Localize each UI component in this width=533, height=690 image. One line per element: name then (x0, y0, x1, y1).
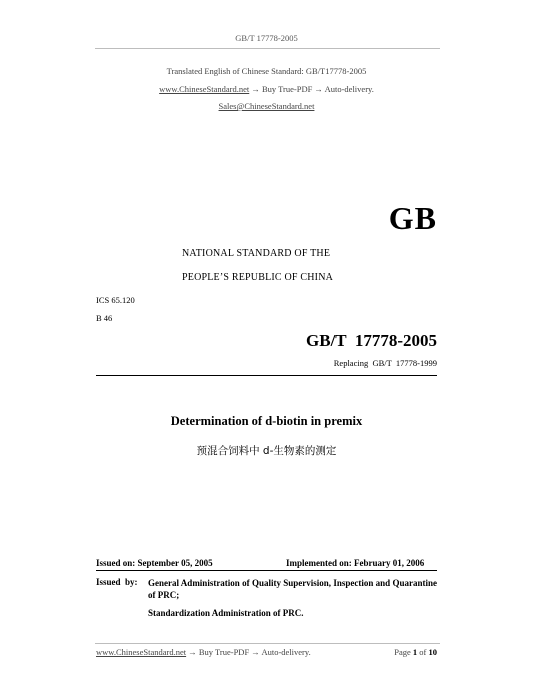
footer-purchase-line (96, 647, 311, 657)
ccs-code: B 46 (96, 313, 113, 323)
page-indicator (394, 647, 437, 657)
standard-divider (96, 375, 437, 376)
issued-by-authority-1: General Administration of Quality Supervision, Inspection and Quarantine of PRC; (148, 578, 437, 600)
footer-divider (95, 643, 440, 644)
issued-date: Issued on: September 05, 2005 (96, 558, 213, 568)
issued-by-authority-2: Standardization Administration of PRC. (148, 608, 304, 618)
page-total: 10 (428, 647, 437, 657)
site-link[interactable]: www.ChineseStandard.net (159, 84, 250, 94)
page-header-code: GB/T 17778-2005 (235, 33, 298, 43)
gb-logo: GB (388, 200, 437, 236)
purchase-text: → Buy True-PDF → Auto-delivery. (249, 84, 374, 94)
email-line (0, 101, 533, 111)
standard-number: GB/T 17778-2005 (306, 331, 437, 350)
footer-purchase-text: → Buy True-PDF → Auto-delivery. (186, 647, 311, 657)
national-standard-line1: NATIONAL STANDARD OF THE (182, 248, 331, 259)
of-label: of (419, 647, 427, 657)
dates-divider (96, 570, 437, 571)
issued-by-label: Issued by: (96, 577, 138, 587)
page-number: 1 (412, 647, 418, 657)
replacing-standard: Replacing GB/T 17778-1999 (333, 358, 437, 368)
page-label: Page (394, 647, 411, 657)
translation-note: Translated English of Chinese Standard: GB/T17778-2005 (166, 66, 367, 76)
footer-site-link[interactable]: www.ChineseStandard.net (96, 647, 187, 657)
title-chinese: 预混合饲料中 d-生物素的测定 (196, 445, 337, 457)
header-divider (95, 48, 440, 49)
ics-code: ICS 65.120 (96, 295, 135, 305)
email-link[interactable]: Sales@ChineseStandard.net (218, 101, 315, 111)
purchase-line (0, 84, 533, 94)
title-english: Determination of d-biotin in premix (170, 414, 363, 428)
implemented-date: Implemented on: February 01, 2006 (286, 558, 425, 568)
national-standard-line2: PEOPLE’S REPUBLIC OF CHINA (182, 272, 334, 283)
